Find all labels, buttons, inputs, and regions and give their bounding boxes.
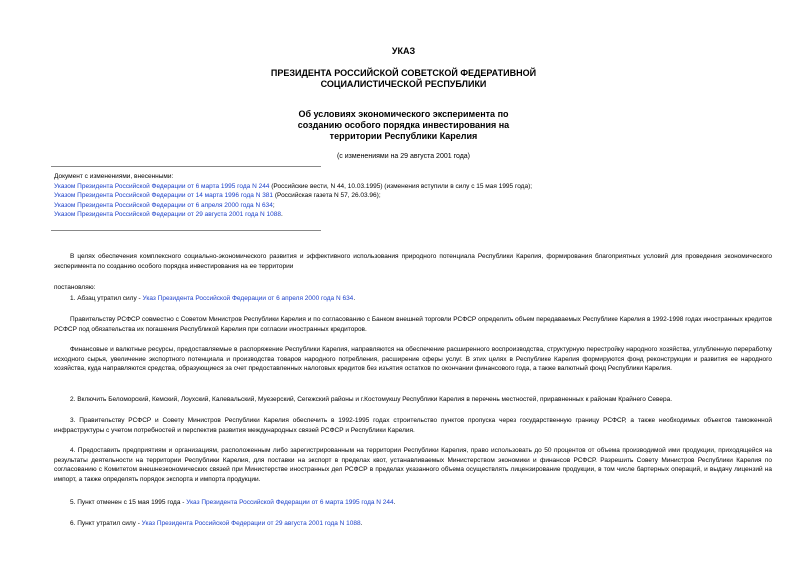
paragraph-5-text: 5. Пункт отменен с 15 мая 1995 года -: [70, 499, 187, 506]
change-item: [54, 191, 532, 201]
paragraph-1: [54, 294, 772, 304]
changes-intro: Документ с изменениями, внесенными:: [54, 173, 174, 180]
paragraph-6-link[interactable]: Указ Президента Российской Федерации от 29 августа 2001 года N 1088: [141, 520, 361, 527]
divider-top: [51, 166, 321, 167]
change-item: [54, 201, 532, 211]
paragraph-1b: Правительству РСФСР совместно с Советом Министров Республики Карелия и по согласованию с Банком внешней торговли РСФСР определить объем передаваемых Республике Карелия в 1992-1998 годах иностранных кредитов РСФСР под обязательства их погашения Республикой Карелия при согласии иностранных кредиторов.: [54, 316, 772, 333]
subject-line-1: Об условиях экономического эксперимента по: [298, 109, 509, 119]
paragraph-2: 2. Включить Беломорский, Кемский, Лоухский, Калевальский, Муезерский, Сегежский районы и г.Костомукшу Республики Карелия в перечень местностей, приравненных к районам Крайнего Севера.: [70, 396, 673, 403]
paragraph-5: [54, 498, 772, 508]
change-note-4: .: [280, 211, 283, 218]
revision-note: (с изменениями на 29 августа 2001 года): [336, 153, 471, 160]
change-link-1[interactable]: Указом Президента Российской Федерации от 6 марта 1995 года N 244: [54, 182, 270, 190]
document-title: УКАЗ: [391, 46, 416, 56]
issuer-line-2: СОЦИАЛИСТИЧЕСКОЙ РЕСПУБЛИКИ: [320, 79, 487, 89]
change-link-2[interactable]: Указом Президента Российской Федерации от 14 марта 1996 года N 381: [54, 192, 274, 199]
decree-word: постановляю:: [54, 284, 96, 291]
paragraph-1-end: .: [353, 295, 356, 302]
subject-line-2: созданию особого порядка инвестирования на: [297, 120, 510, 130]
paragraph-1-link[interactable]: Указ Президента Российской Федерации от 6 апреля 2000 года N 634: [142, 295, 354, 302]
change-item: [54, 182, 532, 192]
subject-line-3: территории Республики Карелия: [329, 131, 478, 141]
change-note-3: ;: [272, 201, 275, 209]
paragraph-4: 4. Предоставить предприятиям и организациям, расположенным либо зарегистрированным на территории Республики Карелия, право использовать до 50 процентов от объема производимой ими продукции, приходящейся на результаты деятельности на территории Республики Карелия, для поставки на экспорт в пределах квот, устанавливаемых Министерством экономики и финансов РСФСР. Разрешить Совету Министров Республики Карелия по согласованию с Комитетом внешнеэкономических связей при Министерстве иностранных дел РСФСР в пределах указанного объема осуществлять лицензирование продукции, в том числе бартерных операций, и выдачу лицензий на импорт, а также определять порядок экспорта и импорта продукции.: [54, 447, 772, 483]
subject-heading: [0, 109, 807, 142]
change-note-1: (Российские вести, N 44, 10.03.1995) (изменения вступили в силу с 15 мая 1995 года);: [269, 182, 533, 190]
paragraph-3: 3. Правительству РСФСР и Совету Министров Республики Карелия обеспечить в 1992-1995 годах строительство пунктов пропуска через государственную границу РСФСР, а также необходимых объектов таможенной инфраструктуры с учетом потребностей и перспектив развития международных связей РСФСР и Республики Карелия.: [54, 417, 772, 434]
change-note-2: (Российская газета N 57, 26.03.96);: [273, 192, 381, 199]
paragraph-5-link[interactable]: Указ Президента Российской Федерации от 6 марта 1995 года N 244: [186, 499, 394, 506]
changes-block: [54, 172, 532, 220]
change-link-4[interactable]: Указом Президента Российской Федерации от 29 августа 2001 года N 1088: [54, 211, 281, 218]
change-link-3[interactable]: Указом Президента Российской Федерации от 6 апреля 2000 года N 634: [54, 201, 273, 209]
issuer-heading: [0, 68, 807, 90]
paragraph-1-text: 1. Абзац утратил силу -: [70, 295, 143, 302]
change-item: [54, 210, 532, 220]
issuer-line-1: ПРЕЗИДЕНТА РОССИЙСКОЙ СОВЕТСКОЙ ФЕДЕРАТИВНОЙ: [270, 68, 537, 78]
preamble-paragraph: В целях обеспечения комплексного социально-экономического развития и эффективного использования природного потенциала Республики Карелия, формирования благоприятных условий для проведения экономического эксперимента по созданию особого порядка инвестирования на ее территории: [54, 253, 772, 270]
paragraph-6-text: 6. Пункт утратил силу -: [70, 520, 142, 527]
paragraph-6-end: .: [360, 520, 363, 527]
paragraph-6: [54, 519, 772, 529]
divider-bottom: [51, 230, 321, 231]
paragraph-1c: Финансовые и валютные ресурсы, предоставляемые в распоряжение Республики Карелия, направляются на обеспечение расширенного воспроизводства, структурную перестройку народного хозяйства, углубленную переработку исходного сырья, увеличение экспортного потенциала и производства товаров народного потребления, расширение сферы услуг. В этих целях в Республике Карелия формируются фонд реконструкции и развития ее народного хозяйства, куда направляются средства, образующиеся за счет предоставленных налоговых кредитов без изъятия остатков по окончании финансового года, а также валютный фонд Республики Карелия.: [54, 346, 772, 372]
paragraph-5-end: .: [393, 499, 396, 506]
